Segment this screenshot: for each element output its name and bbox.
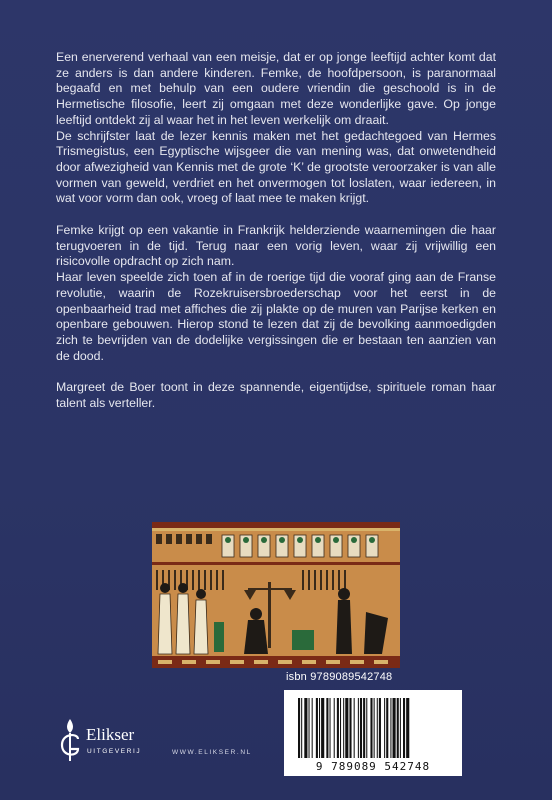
publisher-name: Elikser [86, 725, 135, 744]
publisher-logo [56, 715, 176, 775]
blurb-paragraph: Femke krijgt op een vakantie in Frankrijk helderziende waarnemingen die haar terugvoeren in de tijd. Terug naar een vorig leven, waar zij vrijwillig een risicovolle opdracht op zich nam. [56, 223, 496, 269]
isbn-barcode [284, 690, 462, 776]
elikser-emblem-icon [56, 715, 86, 765]
blurb-paragraph: Een enerverend verhaal van een meisje, dat er op jonge leeftijd achter komt dat ze anders is dan andere kinderen. Femke, de hoofdpersoon, is paranormaal begaafd en met behulp van een oudere vriendin die geschoold is in de Hermetische filosofie, leert zij omgaan met deze wonderlijke gave. Op jonge leeftijd ontdekt zij al waar het in het leven werkelijk om draait. [56, 50, 496, 127]
isbn-label: isbn 9789089542748 [286, 671, 393, 683]
publisher-subtitle: UITGEVERIJ [87, 748, 142, 755]
egyptian-papyrus-image [152, 522, 400, 668]
blurb-paragraph: De schrijfster laat de lezer kennis maken met het gedachtegoed van Hermes Trismegistus, een Egyptische wijsgeer die van mening was, dat onwetendheid door afwezigheid van Kennis met de grote ‘K’ de grootste veroorzaker is van alle vormen van geweld, verdriet en het onvermogen tot loslaten, waar iedereen, in wat voor vorm dan ook, vroeg of laat mee te maken krijgt. [56, 128, 496, 206]
blurb-text [56, 50, 496, 412]
blurb-paragraph: Haar leven speelde zich toen af in de roerige tijd die vooraf ging aan de Franse revolutie, waarin de Rozekruisersbroederschap voor het eerst in de openbaarheid trad met affiches die zij plakte op de muren van Parijse kerken en openbare gebouwen. Hierop stond te lezen dat zij de bevolking aanmoedigden zich te bevrijden van de dodelijke vergissingen die er bestaan ten aanzien van de dood. [56, 270, 496, 363]
blurb-paragraph: Margreet de Boer toont in deze spannende, eigentijdse, spirituele roman haar talent als verteller. [56, 380, 496, 411]
barcode-digits: 9 789089 542748 [315, 760, 431, 773]
publisher-website: WWW.ELIKSER.NL [172, 749, 252, 756]
